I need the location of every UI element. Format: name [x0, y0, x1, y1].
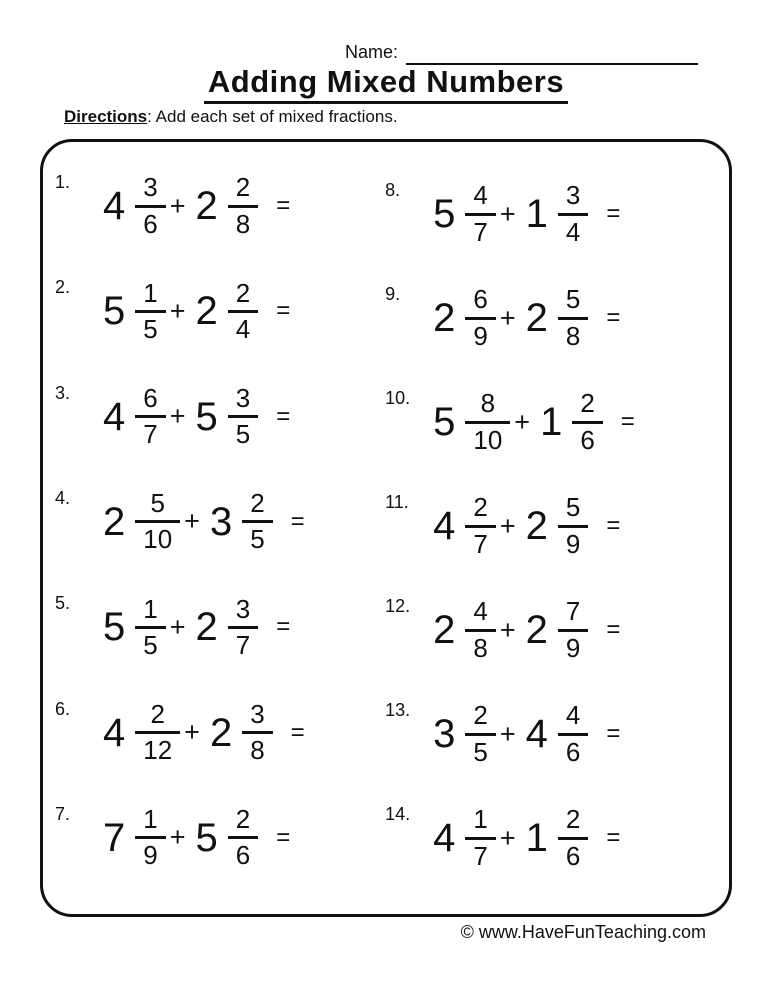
plus-sign: + [169, 822, 186, 853]
fraction-1 [465, 286, 495, 350]
fraction-2 [228, 174, 258, 238]
whole-number-1: 2 [433, 608, 456, 652]
numerator-1: 1 [465, 806, 495, 839]
problem-row [55, 367, 379, 467]
denominator-1: 12 [143, 735, 173, 766]
directions [64, 107, 398, 127]
problem-row [385, 788, 729, 888]
problem-row [55, 156, 379, 256]
title-row [0, 64, 772, 104]
numerator-2: 2 [228, 174, 258, 207]
numerator-1: 5 [135, 490, 180, 523]
page-title: Adding Mixed Numbers [204, 64, 568, 104]
numerator-1: 2 [135, 701, 180, 734]
denominator-2: 6 [235, 840, 251, 871]
denominator-1: 7 [473, 216, 488, 247]
whole-number-2: 2 [525, 504, 548, 548]
numerator-2: 3 [558, 182, 588, 215]
whole-number-2: 2 [195, 184, 218, 228]
problem-row [55, 472, 379, 572]
numerator-1: 8 [465, 390, 510, 423]
plus-sign: + [499, 510, 516, 541]
numerator-1: 3 [135, 174, 165, 207]
name-label: Name: [345, 42, 399, 62]
problem-row [55, 683, 379, 783]
equals-sign: = [276, 402, 291, 430]
whole-number-1: 5 [433, 192, 456, 236]
whole-number-2: 5 [195, 394, 218, 439]
fraction-1 [465, 494, 495, 558]
whole-number-1: 7 [103, 815, 126, 860]
denominator-1: 7 [473, 840, 488, 871]
denominator-2: 8 [565, 320, 581, 351]
numerator-2: 5 [558, 286, 588, 319]
problem-row [385, 164, 729, 264]
problems-column-right [379, 142, 729, 914]
fraction-1 [465, 390, 510, 454]
whole-number-1: 2 [103, 499, 126, 544]
fraction-2 [558, 286, 588, 350]
fraction-2 [558, 598, 588, 662]
problem-row [55, 577, 379, 677]
directions-text: : Add each set of mixed fractions. [147, 107, 398, 126]
fraction-1 [465, 598, 495, 662]
fraction-2 [228, 806, 258, 870]
numerator-1: 6 [135, 385, 165, 418]
plus-sign: + [169, 611, 186, 642]
denominator-1: 5 [473, 736, 488, 767]
fraction-2 [228, 277, 258, 344]
numerator-1: 1 [135, 806, 165, 839]
plus-sign: + [184, 717, 200, 748]
problem-row [385, 476, 729, 576]
equals-sign: = [606, 720, 621, 747]
fraction-2 [558, 702, 588, 766]
plus-sign: + [499, 302, 516, 333]
fraction-2 [572, 390, 602, 454]
denominator-2: 8 [235, 208, 251, 239]
whole-number-2: 2 [525, 608, 548, 652]
plus-sign: + [169, 401, 186, 432]
equals-sign: = [290, 718, 305, 746]
numerator-2: 3 [242, 701, 272, 734]
numerator-1: 6 [465, 286, 495, 319]
problem-row [385, 268, 729, 368]
problem-number: 3. [55, 382, 71, 403]
whole-number-2: 4 [525, 712, 548, 756]
problem-number: 6. [55, 698, 71, 719]
denominator-2: 4 [565, 216, 581, 247]
problem-number: 1. [55, 172, 71, 192]
whole-number-2: 2 [195, 289, 218, 334]
problem-row [385, 684, 729, 784]
denominator-1: 7 [143, 419, 158, 450]
denominator-2: 6 [565, 840, 581, 871]
whole-number-1: 5 [433, 400, 456, 444]
numerator-1: 4 [465, 598, 495, 631]
numerator-1: 1 [135, 596, 165, 629]
plus-sign: + [499, 198, 516, 229]
numerator-2: 2 [242, 490, 272, 523]
numerator-1: 1 [135, 280, 165, 313]
plus-sign: + [184, 506, 200, 537]
problems-column-left [43, 142, 379, 914]
denominator-2: 7 [235, 629, 251, 660]
problem-number: 4. [55, 487, 71, 508]
whole-number-2: 2 [209, 710, 233, 755]
problem-number: 14. [385, 804, 411, 824]
equals-sign: = [606, 304, 621, 331]
numerator-2: 3 [228, 385, 258, 418]
fraction-1 [135, 382, 165, 450]
equals-sign: = [290, 507, 305, 535]
numerator-2: 7 [558, 598, 588, 631]
denominator-2: 9 [565, 528, 581, 559]
whole-number-1: 3 [433, 712, 456, 756]
fraction-1 [135, 490, 180, 554]
equals-sign: = [620, 408, 635, 435]
whole-number-2: 1 [525, 192, 548, 236]
problem-number: 2. [55, 277, 71, 298]
numerator-1: 2 [465, 494, 495, 527]
plus-sign: + [499, 614, 516, 645]
numerator-1: 2 [465, 702, 495, 735]
numerator-1: 4 [465, 182, 495, 215]
problems-box [40, 139, 732, 917]
directions-label: Directions [64, 107, 148, 126]
problem-number: 12. [385, 596, 411, 616]
numerator-2: 3 [228, 596, 258, 629]
fraction-1 [465, 806, 495, 870]
problem-row [385, 580, 729, 680]
numerator-2: 5 [558, 494, 588, 527]
name-row [345, 42, 698, 65]
problem-number: 13. [385, 700, 411, 720]
whole-number-2: 1 [525, 816, 548, 860]
fraction-2 [228, 593, 258, 660]
whole-number-2: 2 [195, 605, 218, 650]
denominator-2: 5 [250, 524, 265, 555]
equals-sign: = [276, 613, 291, 641]
numerator-2: 2 [228, 806, 258, 839]
problem-number: 10. [385, 388, 411, 408]
numerator-2: 2 [572, 390, 602, 423]
denominator-1: 10 [143, 524, 173, 555]
fraction-1 [465, 702, 495, 766]
whole-number-2: 3 [209, 499, 233, 544]
numerator-2: 2 [228, 280, 258, 313]
fraction-1 [135, 698, 180, 766]
fraction-2 [558, 494, 588, 558]
denominator-2: 6 [580, 424, 595, 455]
problem-number: 7. [55, 803, 71, 824]
problem-row [385, 372, 729, 472]
footer-credit: © www.HaveFunTeaching.com [460, 922, 706, 942]
fraction-2 [242, 490, 272, 554]
numerator-2: 2 [558, 806, 588, 839]
plus-sign: + [169, 295, 186, 326]
problem-number: 5. [55, 593, 71, 614]
denominator-1: 5 [143, 629, 158, 660]
whole-number-1: 4 [103, 710, 126, 755]
denominator-2: 8 [250, 735, 265, 766]
equals-sign: = [276, 297, 291, 325]
fraction-2 [242, 698, 272, 766]
whole-number-1: 2 [433, 296, 456, 340]
fraction-1 [135, 174, 165, 238]
plus-sign: + [169, 190, 186, 221]
whole-number-2: 2 [525, 296, 548, 340]
denominator-2: 4 [235, 313, 251, 344]
plus-sign: + [499, 718, 516, 749]
denominator-1: 8 [473, 632, 488, 663]
fraction-2 [228, 382, 258, 450]
fraction-2 [558, 182, 588, 246]
denominator-1: 6 [143, 208, 158, 239]
denominator-1: 10 [473, 424, 503, 455]
equals-sign: = [606, 824, 621, 851]
fraction-1 [135, 806, 165, 870]
denominator-2: 6 [565, 736, 581, 767]
plus-sign: + [514, 406, 531, 437]
whole-number-1: 4 [103, 184, 126, 228]
plus-sign: + [499, 822, 516, 853]
fraction-1 [465, 182, 495, 246]
fraction-1 [135, 277, 165, 344]
whole-number-2: 5 [195, 815, 218, 860]
problem-number: 9. [385, 284, 401, 304]
whole-number-1: 4 [433, 816, 456, 860]
problem-row [55, 788, 379, 888]
problem-number: 11. [385, 492, 409, 512]
denominator-1: 5 [143, 313, 158, 344]
whole-number-1: 5 [103, 605, 126, 650]
whole-number-1: 4 [433, 504, 456, 548]
problem-number: 8. [385, 180, 401, 200]
whole-number-1: 5 [103, 289, 126, 334]
denominator-1: 9 [143, 840, 158, 871]
equals-sign: = [276, 823, 291, 851]
whole-number-2: 1 [540, 400, 563, 444]
denominator-2: 9 [565, 632, 581, 663]
numerator-2: 4 [558, 702, 588, 735]
fraction-1 [135, 593, 165, 660]
equals-sign: = [606, 200, 621, 227]
denominator-1: 7 [473, 528, 488, 559]
name-blank-line [406, 43, 698, 65]
whole-number-1: 4 [103, 394, 126, 439]
problem-row [55, 261, 379, 361]
fraction-2 [558, 806, 588, 870]
equals-sign: = [606, 512, 621, 539]
denominator-2: 5 [235, 419, 251, 450]
equals-sign: = [606, 616, 621, 643]
denominator-1: 9 [473, 320, 488, 351]
equals-sign: = [276, 192, 291, 219]
